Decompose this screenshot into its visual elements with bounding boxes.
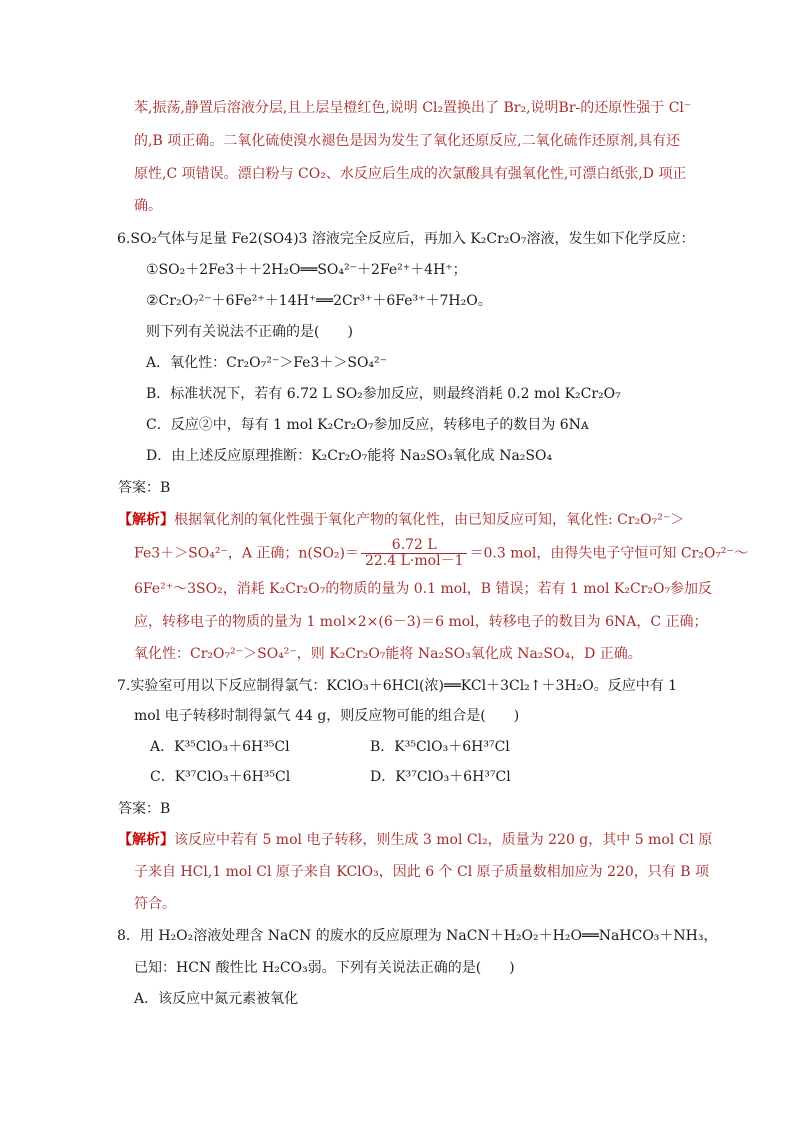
q6-analysis-line: 6Fe²⁺～3SO₂，消耗 K₂Cr₂O₇的物质的量为 0.1 mol，B 错误；若有 1 mol K₂Cr₂O₇参加反 — [134, 581, 713, 597]
q6-option-d: D．由上述反应原理推断：K₂Cr₂O₇能将 Na₂SO₃氧化成 Na₂SO₄ — [146, 448, 553, 464]
q6-analysis-line — [118, 510, 684, 530]
analysis-text-line: 原性,C 项错误。漂白粉与 CO₂、水反应后生成的次氯酸具有强氧化性,可漂白纸张,D 项正 — [134, 166, 687, 182]
question-8-stem: 8．用 H₂O₂溶液处理含 NaCN 的废水的反应原理为 NaCN＋H₂O₂＋H₂O══NaHCO₃＋NH₃， — [117, 928, 718, 944]
analysis-tag: 【解析】 — [118, 512, 174, 528]
q7-option-a: A．K³⁵ClO₃＋6H³⁵Cl — [150, 739, 290, 755]
question-7-stem: mol 电子转移时制得氯气 44 g，则反应物可能的组合是( ) — [134, 708, 520, 724]
q7-option-d: D．K³⁷ClO₃＋6H³⁷Cl — [370, 769, 511, 785]
question-8-stem: 已知：HCN 酸性比 H₂CO₃弱。下列有关说法正确的是( ) — [134, 960, 515, 976]
q6-analysis-line: 应，转移电子的物质的量为 1 mol×2×(6－3)＝6 mol，转移电子的数目为 6NA，C 正确； — [134, 614, 708, 630]
question-6-stem: 6.SO₂气体与足量 Fe2(SO4)3 溶液完全反应后，再加入 K₂Cr₂O₇溶液，发生如下化学反应： — [117, 231, 695, 247]
q6-prompt: 则下列有关说法不正确的是( ) — [146, 324, 353, 340]
q7-option-b: B．K³⁵ClO₃＋6H³⁷Cl — [370, 739, 510, 755]
q7-option-c: C．K³⁷ClO₃＋6H³⁵Cl — [150, 769, 291, 785]
analysis-text-line: 的,B 项正确。二氧化硫使溴水褪色是因为发生了氧化还原反应,二氧化硫作还原剂,具有还 — [134, 133, 681, 149]
q6-option-b: B．标准状况下，若有 6.72 L SO₂参加反应，则最终消耗 0.2 mol K₂Cr₂O₇ — [146, 386, 621, 402]
q6-analysis-line: 氧化性：Cr₂O₇²⁻＞SO₄²⁻，则 K₂Cr₂O₇能将 Na₂SO₃氧化成 Na₂SO₄，D 正确。 — [134, 646, 642, 662]
analysis-text: 该反应中若有 5 mol 电子转移，则生成 3 mol Cl₂，质量为 220 g，其中 5 mol Cl 原 — [174, 832, 713, 848]
q6-option-a: A．氧化性：Cr₂O₇²⁻＞Fe3＋＞SO₄²⁻ — [146, 355, 388, 371]
q7-analysis-line: 子来自 HCl,1 mol Cl 原子来自 KClO₃，因此 6 个 Cl 原子质量数相加应为 220，只有 B 项 — [134, 864, 709, 880]
q7-analysis-line: 符合。 — [134, 896, 176, 912]
analysis-text-line: 确。 — [134, 198, 162, 214]
fraction-denominator: 22.4 L·mol－1 — [365, 553, 464, 569]
question-7-stem: 7.实验室可用以下反应制得氯气：KClO₃＋6HCl(浓)══KCl＋3Cl₂↑＋3H₂O。反应中有 1 — [117, 678, 678, 694]
analysis-text: ＝0.3 mol，由得失电子守恒可知 Cr₂O₇²⁻～ — [469, 545, 748, 562]
q6-analysis-line — [134, 538, 748, 569]
q6-equation-2: ②Cr₂O₇²⁻＋6Fe²⁺＋14H⁺══2Cr³⁺＋6Fe³⁺＋7H₂O。 — [146, 293, 492, 309]
q6-option-c: C．反应②中，每有 1 mol K₂Cr₂O₇参加反应，转移电子的数目为 6Nᴀ — [146, 417, 589, 433]
analysis-tag: 【解析】 — [118, 832, 174, 848]
q8-option-a: A．该反应中氮元素被氧化 — [134, 991, 299, 1007]
analysis-text: Fe3＋＞SO₄²⁻，A 正确；n(SO₂)＝ — [134, 545, 360, 562]
analysis-text-line: 苯,振荡,静置后溶液分层,且上层呈橙红色,说明 Cl₂置换出了 Br₂,说明Br-的还原性强于 Cl⁻ — [134, 100, 692, 116]
q6-equation-1: ①SO₂＋2Fe3＋＋2H₂O══SO₄²⁻＋2Fe²⁺＋4H⁺； — [146, 262, 467, 278]
q7-analysis-line — [118, 830, 712, 850]
analysis-text: 根据氧化剂的氧化性强于氧化产物的氧化性，由已知反应可知，氧化性: Cr₂O₇²⁻＞ — [174, 512, 685, 528]
fraction-numerator: 6.72 L — [361, 538, 467, 554]
fraction — [361, 538, 467, 569]
q6-answer: 答案：B — [118, 480, 171, 496]
q7-answer: 答案：B — [118, 801, 171, 817]
